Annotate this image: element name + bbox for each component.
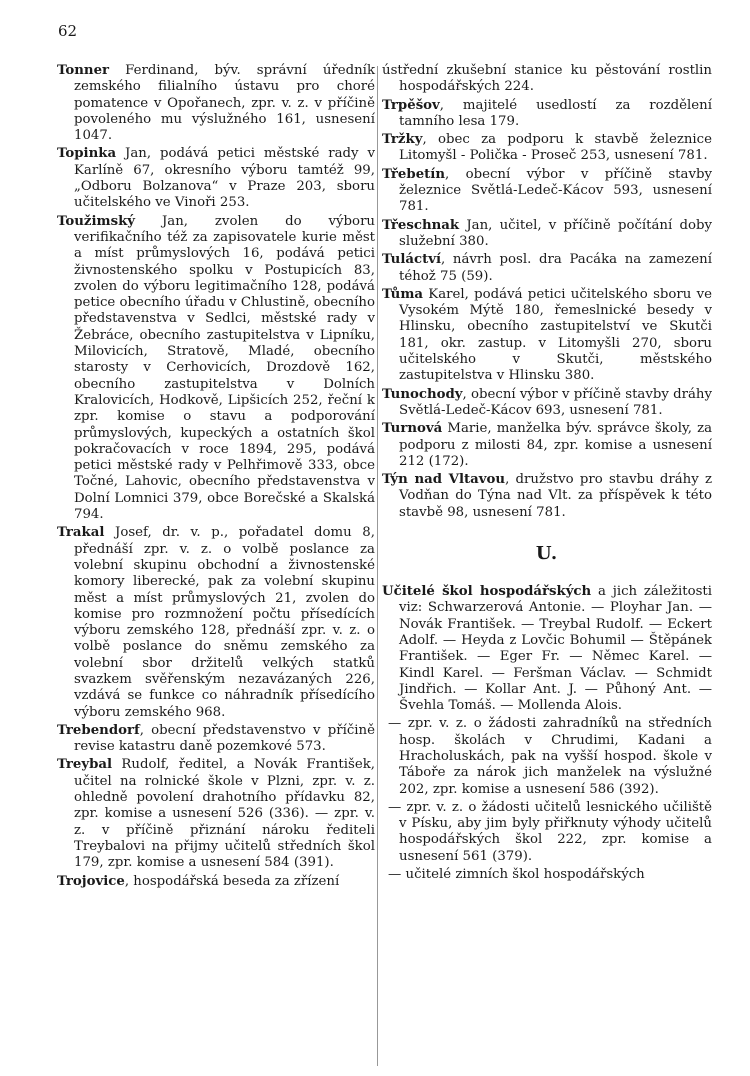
- index-entry: [382, 472, 712, 521]
- entry-text: , obecní výbor v příčině stavby železnice Světlá-Ledeč-Kácov 593, usnesení 781.: [399, 166, 712, 215]
- index-entry: [382, 867, 712, 883]
- entry-headword: Treybal: [57, 757, 113, 773]
- entry-text: , majitelé usedlostí za rozdělení tamního lesa 179.: [399, 97, 712, 129]
- index-entry: [382, 716, 712, 797]
- entry-headword: Turnová: [382, 421, 443, 437]
- entry-text: Jan, učitel, v příčině počítání doby služební 380.: [399, 217, 712, 249]
- index-entry: [382, 584, 712, 714]
- index-entry: [57, 525, 375, 721]
- entry-headword: Učitelé škol hospodářských: [382, 584, 592, 600]
- entry-text: , obecní představenstvo v příčině revise katastru daně pozemkové 573.: [74, 722, 375, 755]
- column-divider: [377, 66, 378, 1066]
- right-column-entries-t: [382, 63, 712, 521]
- right-column-entries-u: [382, 584, 712, 883]
- entry-headword: Trebendorf: [57, 722, 140, 738]
- entry-text: — zpr. v. z. o žádosti zahradníků na středních hosp. školách v Chrudimi, Kadani a Hracholuskách, pak na vyšší hospod. škole v Táboře za nárok jich manželek na výslužné 202, zpr. komise a usnesení 586 (392).: [388, 716, 712, 797]
- entry-headword: Třeschnak: [382, 217, 460, 233]
- index-entry: [57, 63, 375, 144]
- entry-headword: Toužimský: [57, 213, 136, 229]
- index-entry: [382, 218, 712, 251]
- entry-text: Karel, podává petici učitelského sboru ve Vysokém Mýtě 180, řemeslnické besedy v Hlinsku, obecního zastupitelství ve Skutči 181, okr. zastup. v Litomyšli 270, sboru učitelského v Skutči, městského zastupitelstva v Hlinsku 380.: [399, 286, 712, 384]
- index-entry: [382, 252, 712, 285]
- letter-heading: U.: [535, 543, 559, 565]
- entry-headword: Tůma: [382, 286, 424, 302]
- index-entry: [382, 387, 712, 420]
- entry-headword: Třebetín: [382, 166, 446, 182]
- entry-headword: Tonner: [57, 63, 110, 78]
- entry-headword: Tunochody: [382, 386, 463, 402]
- right-column: [382, 63, 712, 885]
- entry-headword: Tuláctví: [382, 252, 442, 268]
- index-entry: [57, 146, 375, 211]
- entry-text: , hospodářská beseda za zřízení: [124, 873, 340, 889]
- entry-text: , obecní výbor v příčině stavby dráhy Světlá-Ledeč-Kácov 693, usnesení 781.: [399, 386, 712, 418]
- entry-text: a jich záležitosti viz: Schwarzerová Antonie. — Ployhar Jan. — Novák František. — Treybal Rudolf. — Eckert Adolf. — Heyda z Lovčic Bohumil — Štěpánek František. — Eger Fr. — Němec Karel. — Kindl Karel. — Feršman Václav. — Schmidt Jindřich. — Kollar Ant. J. — Půhoný Ant. — Švehla Tomáš. — Mollenda Alois.: [399, 584, 712, 714]
- entry-text: , družstvo pro stavbu dráhy z Vodňan do Týna nad Vlt. za příspěvek k této stavbě 98, usnesení 781.: [399, 472, 712, 520]
- index-entry: [382, 98, 712, 131]
- index-entry: [57, 757, 375, 871]
- entry-text: Rudolf, ředitel, a Novák František, učitel na rolnické škole v Plzni, zpr. v. z. ohledně povolení drahotního přídavku 82, zpr. komise a usnesení 526 (336). — zpr. v. z. v příčině přiznání nároku řediteli Treybalovi na přijmy učitelů středních škol 179, zpr. komise a usnesení 584 (391).: [74, 757, 375, 871]
- entry-text: , návrh posl. dra Pacáka na zamezení téhož 75 (59).: [399, 252, 712, 284]
- index-entry: [57, 214, 375, 524]
- entry-text: Ferdinand, býv. správní úředník zemského filialního ústavu pro choré pomatence v Opořanech, zpr. v. z. v příčině povoleného mu výslužného 161, usnesení 1047.: [74, 63, 375, 144]
- entry-headword: Týn nad Vltavou: [382, 472, 506, 488]
- entry-text: Jan, zvolen do výboru verifikačního též za zapisovatele kurie měst a míst průmyslových 16, podává petici živnostenského spolku v Postupicích 83, zvolen do výboru legitimačního 128, podává petice obecního úřadu v Chlustině, obecního představenstva v Sedlci, městské rady v Žebráce, obecního zastupitelstva v Lipníku, Milovicích, Stratově, Mladé, obecního starosty v Cerhovicích, Drozdově 162, obecního zastupitelstva v Dolních Kralovicích, Hodkově, Lipšicích 252, řeční k zpr. komise o stavu a podporování průmyslových, kupeckých a ostatních škol pokračovacích v roce 1894, 295, podává petici městské rady v Pelhřimově 333, obce Točné, Lahovic, obecního představenstva v Dolní Lomnici 379, obce Borečské a Skalská 794.: [74, 213, 375, 523]
- index-entry: [382, 421, 712, 470]
- page-number: 62: [58, 22, 78, 40]
- index-entry: [57, 723, 375, 756]
- index-entry: [382, 167, 712, 216]
- index-entry: [382, 287, 712, 385]
- entry-text: — zpr. v. z. o žádosti učitelů lesnického učiliště v Písku, aby jim byly přiřknuty výhody učitelů hospodářských škol 222, zpr. komise a usnesení 561 (379).: [388, 799, 712, 864]
- entry-headword: Trpěšov: [382, 97, 440, 113]
- entry-text: Josef, dr. v. p., pořadatel domu 8, přednáší zpr. v. z. o volbě poslance za volební skupinu obchodní a živnostenské komory liberecké, pak za volební skupinu měst a míst průmyslových 21, zvolen do komise pro rozmnožení počtu přísedících výboru zemského 128, přednáší zpr. v. z. o volbě poslance do sněmu zemského za volební sbor držitelů velkých statků svazkem svěřenským nezavázaných 226, vzdává se funkce co náhradník přísedícího výboru zemského 968.: [74, 525, 375, 720]
- entry-headword: Topinka: [57, 146, 117, 162]
- index-entry: [382, 132, 712, 165]
- entry-text: ústřední zkušební stanice ku pěstování rostlin hospodářských 224.: [382, 63, 712, 95]
- entry-headword: Tržky: [382, 132, 423, 148]
- index-entry: [57, 874, 375, 890]
- entry-headword: Trojovice: [57, 873, 125, 889]
- entry-text: , obec za podporu k stavbě železnice Litomyšl - Polička - Proseč 253, usnesení 781.: [399, 132, 712, 164]
- entry-text: Jan, podává petici městské rady v Karlíně 67, okresního výboru tamtéž 99, „Odboru Bolzanova“ v Praze 203, sboru učitelského ve Vinoři 253.: [74, 146, 375, 211]
- index-entry: [382, 63, 712, 96]
- left-column: [57, 63, 375, 892]
- entry-headword: Trakal: [57, 525, 105, 541]
- entry-text: — učitelé zimních škol hospodářských: [388, 867, 645, 883]
- index-entry: [382, 800, 712, 865]
- entry-text: Marie, manželka býv. správce školy, za podporu z milosti 84, zpr. komise a usnesení 212 (172).: [399, 421, 712, 469]
